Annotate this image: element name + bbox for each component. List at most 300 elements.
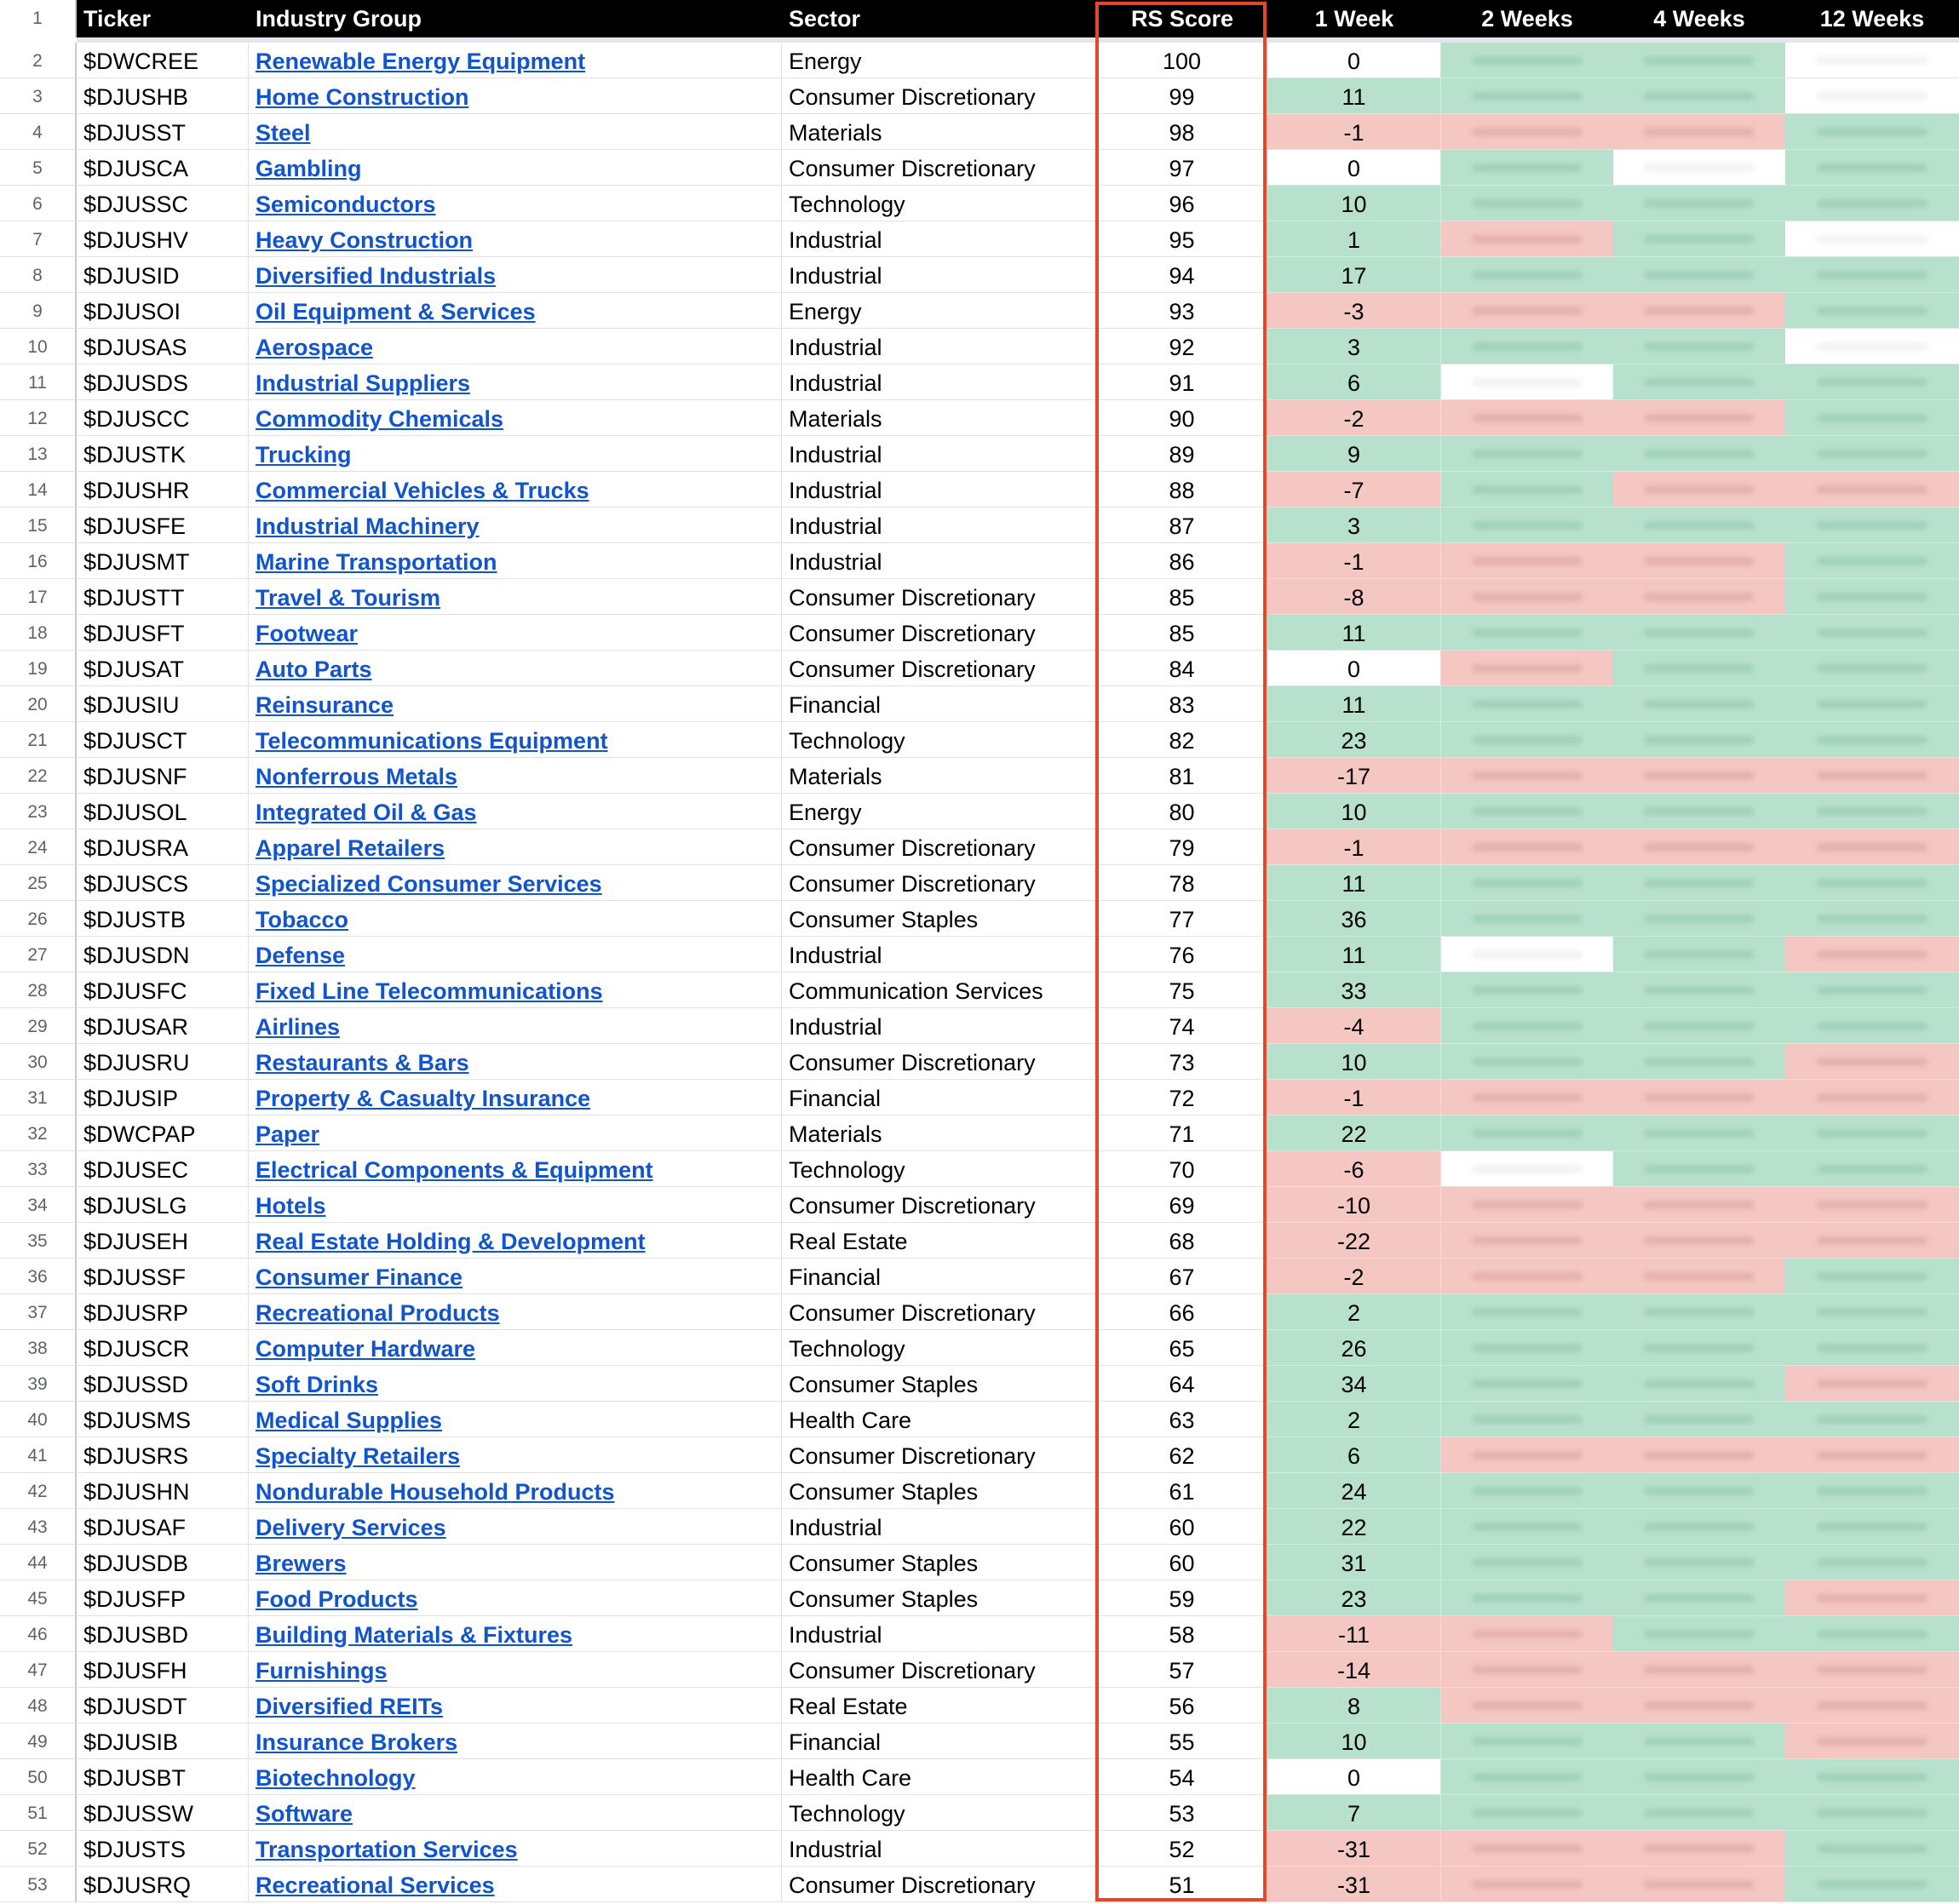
cell-ticker[interactable]: $DJUSDN xyxy=(77,937,249,972)
cell-12-weeks[interactable] xyxy=(1785,150,1959,186)
cell-12-weeks[interactable] xyxy=(1785,364,1959,400)
cell-ticker[interactable]: $DJUSSC xyxy=(77,186,249,221)
industry-group-link[interactable]: Commercial Vehicles & Trucks xyxy=(256,478,589,503)
cell-rs-score[interactable]: 96 xyxy=(1097,186,1267,221)
cell-ticker[interactable]: $DJUSHB xyxy=(77,78,249,114)
cell-1-week[interactable]: 10 xyxy=(1267,1723,1441,1759)
cell-sector[interactable]: Industrial xyxy=(782,436,1097,472)
cell-12-weeks[interactable] xyxy=(1785,794,1959,829)
row-number[interactable]: 29 xyxy=(0,1008,77,1044)
industry-group-link[interactable]: Diversified Industrials xyxy=(256,263,497,289)
cell-rs-score[interactable]: 78 xyxy=(1097,865,1267,901)
cell-sector[interactable]: Consumer Staples xyxy=(782,1473,1097,1509)
row-number[interactable]: 52 xyxy=(0,1831,77,1867)
cell-ticker[interactable]: $DJUSAR xyxy=(77,1008,249,1044)
cell-ticker[interactable]: $DJUSRU xyxy=(77,1044,249,1080)
cell-12-weeks[interactable] xyxy=(1785,1616,1959,1652)
cell-sector[interactable]: Energy xyxy=(782,43,1097,78)
industry-group-link[interactable]: Delivery Services xyxy=(256,1515,446,1540)
cell-2-weeks[interactable] xyxy=(1441,794,1613,829)
industry-group-link[interactable]: Reinsurance xyxy=(256,692,394,718)
header-sector[interactable]: Sector xyxy=(782,0,1097,37)
cell-4-weeks[interactable] xyxy=(1613,1080,1785,1115)
cell-1-week[interactable]: 6 xyxy=(1267,364,1441,400)
cell-sector[interactable]: Consumer Discretionary xyxy=(782,1437,1097,1473)
cell-2-weeks[interactable] xyxy=(1441,1509,1613,1545)
row-number[interactable]: 47 xyxy=(0,1652,77,1688)
row-number[interactable]: 9 xyxy=(0,293,77,329)
cell-1-week[interactable]: -11 xyxy=(1267,1616,1441,1652)
cell-rs-score[interactable]: 66 xyxy=(1097,1294,1267,1330)
cell-2-weeks[interactable] xyxy=(1441,1259,1613,1294)
cell-rs-score[interactable]: 74 xyxy=(1097,1008,1267,1044)
cell-4-weeks[interactable] xyxy=(1613,1330,1785,1366)
cell-1-week[interactable]: 2 xyxy=(1267,1402,1441,1437)
cell-1-week[interactable]: -2 xyxy=(1267,1259,1441,1294)
cell-rs-score[interactable]: 64 xyxy=(1097,1366,1267,1402)
header-ticker[interactable]: Ticker xyxy=(77,0,249,37)
industry-group-link[interactable]: Industrial Machinery xyxy=(256,513,480,539)
cell-1-week[interactable]: 9 xyxy=(1267,436,1441,472)
cell-12-weeks[interactable] xyxy=(1785,436,1959,472)
cell-4-weeks[interactable] xyxy=(1613,78,1785,114)
cell-12-weeks[interactable] xyxy=(1785,1151,1959,1187)
cell-12-weeks[interactable] xyxy=(1785,1259,1959,1294)
cell-1-week[interactable]: 11 xyxy=(1267,615,1441,651)
row-number[interactable]: 24 xyxy=(0,829,77,865)
cell-12-weeks[interactable] xyxy=(1785,1115,1959,1151)
cell-2-weeks[interactable] xyxy=(1441,829,1613,865)
cell-sector[interactable]: Materials xyxy=(782,400,1097,436)
cell-rs-score[interactable]: 52 xyxy=(1097,1831,1267,1867)
row-number[interactable]: 37 xyxy=(0,1294,77,1330)
cell-4-weeks[interactable] xyxy=(1613,1867,1785,1902)
cell-ticker[interactable]: $DJUSBD xyxy=(77,1616,249,1652)
cell-2-weeks[interactable] xyxy=(1441,364,1613,400)
industry-group-link[interactable]: Industrial Suppliers xyxy=(256,370,471,396)
cell-rs-score[interactable]: 59 xyxy=(1097,1580,1267,1616)
cell-ticker[interactable]: $DJUSRA xyxy=(77,829,249,865)
cell-rs-score[interactable]: 51 xyxy=(1097,1867,1267,1902)
cell-12-weeks[interactable] xyxy=(1785,1795,1959,1831)
cell-12-weeks[interactable] xyxy=(1785,758,1959,794)
cell-ticker[interactable]: $DJUSTT xyxy=(77,579,249,615)
cell-1-week[interactable]: -1 xyxy=(1267,1080,1441,1115)
cell-4-weeks[interactable] xyxy=(1613,1402,1785,1437)
cell-sector[interactable]: Energy xyxy=(782,794,1097,829)
industry-group-link[interactable]: Fixed Line Telecommunications xyxy=(256,978,603,1004)
cell-4-weeks[interactable] xyxy=(1613,364,1785,400)
cell-1-week[interactable]: 10 xyxy=(1267,794,1441,829)
cell-rs-score[interactable]: 61 xyxy=(1097,1473,1267,1509)
cell-1-week[interactable]: -10 xyxy=(1267,1187,1441,1223)
cell-1-week[interactable]: 8 xyxy=(1267,1688,1441,1723)
cell-12-weeks[interactable] xyxy=(1785,1831,1959,1867)
cell-rs-score[interactable]: 84 xyxy=(1097,651,1267,686)
header-industry-group[interactable]: Industry Group xyxy=(249,0,782,37)
cell-ticker[interactable]: $DJUSOL xyxy=(77,794,249,829)
cell-sector[interactable]: Industrial xyxy=(782,364,1097,400)
cell-12-weeks[interactable] xyxy=(1785,1187,1959,1223)
industry-group-link[interactable]: Nondurable Household Products xyxy=(256,1479,615,1505)
industry-group-link[interactable]: Brewers xyxy=(256,1551,347,1576)
cell-1-week[interactable]: 17 xyxy=(1267,257,1441,293)
cell-ticker[interactable]: $DJUSID xyxy=(77,257,249,293)
cell-rs-score[interactable]: 82 xyxy=(1097,722,1267,758)
cell-4-weeks[interactable] xyxy=(1613,865,1785,901)
cell-rs-score[interactable]: 98 xyxy=(1097,114,1267,150)
cell-1-week[interactable]: 3 xyxy=(1267,508,1441,543)
cell-sector[interactable]: Consumer Discretionary xyxy=(782,1187,1097,1223)
row-number[interactable]: 12 xyxy=(0,400,77,436)
industry-group-link[interactable]: Soft Drinks xyxy=(256,1372,379,1397)
cell-rs-score[interactable]: 90 xyxy=(1097,400,1267,436)
cell-2-weeks[interactable] xyxy=(1441,221,1613,257)
cell-ticker[interactable]: $DJUSRQ xyxy=(77,1867,249,1902)
header-2-weeks[interactable]: 2 Weeks xyxy=(1441,0,1613,37)
cell-ticker[interactable]: $DJUSSW xyxy=(77,1795,249,1831)
cell-ticker[interactable]: $DJUSNF xyxy=(77,758,249,794)
industry-group-link[interactable]: Computer Hardware xyxy=(256,1336,476,1362)
cell-sector[interactable]: Industrial xyxy=(782,1509,1097,1545)
industry-group-link[interactable]: Trucking xyxy=(256,442,352,467)
cell-rs-score[interactable]: 87 xyxy=(1097,508,1267,543)
cell-4-weeks[interactable] xyxy=(1613,1223,1785,1259)
cell-4-weeks[interactable] xyxy=(1613,1008,1785,1044)
cell-1-week[interactable]: -2 xyxy=(1267,400,1441,436)
cell-rs-score[interactable]: 81 xyxy=(1097,758,1267,794)
cell-4-weeks[interactable] xyxy=(1613,1509,1785,1545)
cell-sector[interactable]: Real Estate xyxy=(782,1223,1097,1259)
cell-1-week[interactable]: -22 xyxy=(1267,1223,1441,1259)
cell-sector[interactable]: Consumer Discretionary xyxy=(782,1294,1097,1330)
cell-2-weeks[interactable] xyxy=(1441,293,1613,329)
cell-2-weeks[interactable] xyxy=(1441,1223,1613,1259)
cell-12-weeks[interactable] xyxy=(1785,1402,1959,1437)
cell-2-weeks[interactable] xyxy=(1441,329,1613,364)
cell-rs-score[interactable]: 54 xyxy=(1097,1759,1267,1795)
industry-group-link[interactable]: Semiconductors xyxy=(256,192,436,217)
cell-2-weeks[interactable] xyxy=(1441,1330,1613,1366)
cell-rs-score[interactable]: 79 xyxy=(1097,829,1267,865)
row-number[interactable]: 38 xyxy=(0,1330,77,1366)
cell-2-weeks[interactable] xyxy=(1441,1723,1613,1759)
row-number[interactable]: 51 xyxy=(0,1795,77,1831)
cell-4-weeks[interactable] xyxy=(1613,758,1785,794)
cell-12-weeks[interactable] xyxy=(1785,1294,1959,1330)
cell-12-weeks[interactable] xyxy=(1785,651,1959,686)
cell-4-weeks[interactable] xyxy=(1613,1366,1785,1402)
row-number[interactable]: 31 xyxy=(0,1080,77,1115)
row-number[interactable]: 40 xyxy=(0,1402,77,1437)
cell-2-weeks[interactable] xyxy=(1441,1437,1613,1473)
industry-group-link[interactable]: Nonferrous Metals xyxy=(256,764,458,789)
cell-2-weeks[interactable] xyxy=(1441,937,1613,972)
cell-12-weeks[interactable] xyxy=(1785,1545,1959,1580)
row-number[interactable]: 19 xyxy=(0,651,77,686)
cell-sector[interactable]: Technology xyxy=(782,1795,1097,1831)
cell-ticker[interactable]: $DJUSCT xyxy=(77,722,249,758)
cell-ticker[interactable]: $DJUSSD xyxy=(77,1366,249,1402)
row-number[interactable]: 7 xyxy=(0,221,77,257)
cell-rs-score[interactable]: 76 xyxy=(1097,937,1267,972)
cell-12-weeks[interactable] xyxy=(1785,1366,1959,1402)
cell-12-weeks[interactable] xyxy=(1785,78,1959,114)
row-number[interactable]: 3 xyxy=(0,78,77,114)
cell-4-weeks[interactable] xyxy=(1613,508,1785,543)
industry-group-link[interactable]: Consumer Finance xyxy=(256,1265,463,1290)
cell-rs-score[interactable]: 62 xyxy=(1097,1437,1267,1473)
cell-sector[interactable]: Financial xyxy=(782,1723,1097,1759)
cell-12-weeks[interactable] xyxy=(1785,257,1959,293)
cell-sector[interactable]: Consumer Discretionary xyxy=(782,829,1097,865)
cell-4-weeks[interactable] xyxy=(1613,293,1785,329)
cell-1-week[interactable]: 11 xyxy=(1267,865,1441,901)
industry-group-link[interactable]: Insurance Brokers xyxy=(256,1729,458,1755)
cell-2-weeks[interactable] xyxy=(1441,972,1613,1008)
cell-4-weeks[interactable] xyxy=(1613,901,1785,937)
cell-4-weeks[interactable] xyxy=(1613,1294,1785,1330)
row-number[interactable]: 15 xyxy=(0,508,77,543)
cell-1-week[interactable]: 3 xyxy=(1267,329,1441,364)
cell-2-weeks[interactable] xyxy=(1441,865,1613,901)
industry-group-link[interactable]: Specialty Retailers xyxy=(256,1443,461,1469)
cell-ticker[interactable]: $DJUSFE xyxy=(77,508,249,543)
cell-rs-score[interactable]: 85 xyxy=(1097,615,1267,651)
cell-12-weeks[interactable] xyxy=(1785,1580,1959,1616)
cell-4-weeks[interactable] xyxy=(1613,1437,1785,1473)
cell-4-weeks[interactable] xyxy=(1613,400,1785,436)
cell-4-weeks[interactable] xyxy=(1613,1652,1785,1688)
cell-sector[interactable]: Industrial xyxy=(782,1616,1097,1652)
cell-4-weeks[interactable] xyxy=(1613,1723,1785,1759)
row-number[interactable]: 8 xyxy=(0,257,77,293)
cell-4-weeks[interactable] xyxy=(1613,1688,1785,1723)
industry-group-link[interactable]: Commodity Chemicals xyxy=(256,406,504,432)
cell-12-weeks[interactable] xyxy=(1785,293,1959,329)
cell-2-weeks[interactable] xyxy=(1441,400,1613,436)
cell-rs-score[interactable]: 100 xyxy=(1097,43,1267,78)
cell-ticker[interactable]: $DJUSHN xyxy=(77,1473,249,1509)
cell-ticker[interactable]: $DJUSTS xyxy=(77,1831,249,1867)
row-number[interactable]: 48 xyxy=(0,1688,77,1723)
cell-2-weeks[interactable] xyxy=(1441,1580,1613,1616)
row-number[interactable]: 22 xyxy=(0,758,77,794)
cell-ticker[interactable]: $DJUSDB xyxy=(77,1545,249,1580)
industry-group-link[interactable]: Hotels xyxy=(256,1193,326,1219)
row-number[interactable]: 35 xyxy=(0,1223,77,1259)
cell-4-weeks[interactable] xyxy=(1613,1259,1785,1294)
industry-group-link[interactable]: Restaurants & Bars xyxy=(256,1050,469,1075)
header-4-weeks[interactable]: 4 Weeks xyxy=(1613,0,1785,37)
row-number[interactable]: 13 xyxy=(0,436,77,472)
cell-4-weeks[interactable] xyxy=(1613,1545,1785,1580)
cell-sector[interactable]: Consumer Discretionary xyxy=(782,651,1097,686)
cell-ticker[interactable]: $DJUSIP xyxy=(77,1080,249,1115)
row-number[interactable]: 44 xyxy=(0,1545,77,1580)
cell-ticker[interactable]: $DJUSTB xyxy=(77,901,249,937)
industry-group-link[interactable]: Food Products xyxy=(256,1586,418,1612)
cell-rs-score[interactable]: 56 xyxy=(1097,1688,1267,1723)
row-number[interactable]: 21 xyxy=(0,722,77,758)
cell-2-weeks[interactable] xyxy=(1441,901,1613,937)
cell-2-weeks[interactable] xyxy=(1441,436,1613,472)
cell-sector[interactable]: Consumer Discretionary xyxy=(782,1652,1097,1688)
cell-2-weeks[interactable] xyxy=(1441,1867,1613,1902)
cell-12-weeks[interactable] xyxy=(1785,972,1959,1008)
industry-group-link[interactable]: Steel xyxy=(256,120,311,146)
cell-2-weeks[interactable] xyxy=(1441,1187,1613,1223)
cell-rs-score[interactable]: 77 xyxy=(1097,901,1267,937)
cell-12-weeks[interactable] xyxy=(1785,472,1959,508)
cell-4-weeks[interactable] xyxy=(1613,329,1785,364)
cell-rs-score[interactable]: 68 xyxy=(1097,1223,1267,1259)
cell-12-weeks[interactable] xyxy=(1785,1437,1959,1473)
row-number[interactable]: 42 xyxy=(0,1473,77,1509)
industry-group-link[interactable]: Marine Transportation xyxy=(256,549,497,575)
cell-12-weeks[interactable] xyxy=(1785,579,1959,615)
cell-12-weeks[interactable] xyxy=(1785,686,1959,722)
cell-ticker[interactable]: $DJUSSF xyxy=(77,1259,249,1294)
cell-1-week[interactable]: -3 xyxy=(1267,293,1441,329)
cell-12-weeks[interactable] xyxy=(1785,186,1959,221)
row-number[interactable]: 17 xyxy=(0,579,77,615)
cell-ticker[interactable]: $DJUSDT xyxy=(77,1688,249,1723)
cell-12-weeks[interactable] xyxy=(1785,722,1959,758)
cell-12-weeks[interactable] xyxy=(1785,508,1959,543)
cell-rs-score[interactable]: 73 xyxy=(1097,1044,1267,1080)
cell-2-weeks[interactable] xyxy=(1441,758,1613,794)
cell-sector[interactable]: Consumer Discretionary xyxy=(782,78,1097,114)
industry-group-link[interactable]: Tobacco xyxy=(256,907,349,932)
cell-rs-score[interactable]: 97 xyxy=(1097,150,1267,186)
cell-12-weeks[interactable] xyxy=(1785,1044,1959,1080)
cell-sector[interactable]: Energy xyxy=(782,293,1097,329)
cell-2-weeks[interactable] xyxy=(1441,579,1613,615)
cell-4-weeks[interactable] xyxy=(1613,686,1785,722)
cell-rs-score[interactable]: 57 xyxy=(1097,1652,1267,1688)
cell-2-weeks[interactable] xyxy=(1441,78,1613,114)
cell-ticker[interactable]: $DJUSCA xyxy=(77,150,249,186)
cell-2-weeks[interactable] xyxy=(1441,43,1613,78)
cell-1-week[interactable]: 24 xyxy=(1267,1473,1441,1509)
cell-sector[interactable]: Real Estate xyxy=(782,1688,1097,1723)
cell-4-weeks[interactable] xyxy=(1613,1473,1785,1509)
cell-4-weeks[interactable] xyxy=(1613,114,1785,150)
cell-4-weeks[interactable] xyxy=(1613,436,1785,472)
industry-group-link[interactable]: Real Estate Holding & Development xyxy=(256,1229,646,1254)
cell-1-week[interactable]: 33 xyxy=(1267,972,1441,1008)
cell-sector[interactable]: Industrial xyxy=(782,221,1097,257)
row-number[interactable]: 39 xyxy=(0,1366,77,1402)
cell-sector[interactable]: Materials xyxy=(782,1115,1097,1151)
cell-rs-score[interactable]: 60 xyxy=(1097,1509,1267,1545)
cell-4-weeks[interactable] xyxy=(1613,794,1785,829)
cell-sector[interactable]: Health Care xyxy=(782,1402,1097,1437)
cell-ticker[interactable]: $DJUSOI xyxy=(77,293,249,329)
cell-ticker[interactable]: $DJUSST xyxy=(77,114,249,150)
cell-2-weeks[interactable] xyxy=(1441,186,1613,221)
cell-4-weeks[interactable] xyxy=(1613,1759,1785,1795)
cell-2-weeks[interactable] xyxy=(1441,1366,1613,1402)
cell-rs-score[interactable]: 69 xyxy=(1097,1187,1267,1223)
cell-4-weeks[interactable] xyxy=(1613,1115,1785,1151)
cell-2-weeks[interactable] xyxy=(1441,1115,1613,1151)
cell-ticker[interactable]: $DJUSFH xyxy=(77,1652,249,1688)
cell-ticker[interactable]: $DJUSFP xyxy=(77,1580,249,1616)
cell-ticker[interactable]: $DJUSEH xyxy=(77,1223,249,1259)
cell-4-weeks[interactable] xyxy=(1613,221,1785,257)
cell-1-week[interactable]: 0 xyxy=(1267,1759,1441,1795)
cell-2-weeks[interactable] xyxy=(1441,1473,1613,1509)
cell-sector[interactable]: Technology xyxy=(782,722,1097,758)
cell-sector[interactable]: Consumer Discretionary xyxy=(782,579,1097,615)
cell-1-week[interactable]: 11 xyxy=(1267,937,1441,972)
cell-1-week[interactable]: 31 xyxy=(1267,1545,1441,1580)
cell-4-weeks[interactable] xyxy=(1613,722,1785,758)
industry-group-link[interactable]: Recreational Products xyxy=(256,1300,500,1326)
row-number[interactable]: 30 xyxy=(0,1044,77,1080)
row-number[interactable]: 32 xyxy=(0,1115,77,1151)
cell-2-weeks[interactable] xyxy=(1441,508,1613,543)
cell-rs-score[interactable]: 94 xyxy=(1097,257,1267,293)
cell-sector[interactable]: Materials xyxy=(782,758,1097,794)
cell-2-weeks[interactable] xyxy=(1441,114,1613,150)
cell-1-week[interactable]: 0 xyxy=(1267,651,1441,686)
cell-sector[interactable]: Technology xyxy=(782,186,1097,221)
cell-1-week[interactable]: 0 xyxy=(1267,43,1441,78)
cell-ticker[interactable]: $DJUSHR xyxy=(77,472,249,508)
cell-sector[interactable]: Materials xyxy=(782,114,1097,150)
row-number[interactable]: 43 xyxy=(0,1509,77,1545)
cell-1-week[interactable]: -17 xyxy=(1267,758,1441,794)
cell-sector[interactable]: Consumer Discretionary xyxy=(782,150,1097,186)
cell-1-week[interactable]: -1 xyxy=(1267,829,1441,865)
cell-1-week[interactable]: 22 xyxy=(1267,1509,1441,1545)
cell-12-weeks[interactable] xyxy=(1785,400,1959,436)
cell-rs-score[interactable]: 53 xyxy=(1097,1795,1267,1831)
cell-ticker[interactable]: $DWCREE xyxy=(77,43,249,78)
cell-rs-score[interactable]: 89 xyxy=(1097,436,1267,472)
cell-rs-score[interactable]: 58 xyxy=(1097,1616,1267,1652)
cell-12-weeks[interactable] xyxy=(1785,1509,1959,1545)
cell-2-weeks[interactable] xyxy=(1441,722,1613,758)
industry-group-link[interactable]: Renewable Energy Equipment xyxy=(256,49,586,74)
cell-1-week[interactable]: -14 xyxy=(1267,1652,1441,1688)
cell-2-weeks[interactable] xyxy=(1441,1652,1613,1688)
cell-ticker[interactable]: $DJUSAF xyxy=(77,1509,249,1545)
cell-4-weeks[interactable] xyxy=(1613,651,1785,686)
industry-group-link[interactable]: Footwear xyxy=(256,621,359,646)
cell-ticker[interactable]: $DJUSIU xyxy=(77,686,249,722)
cell-4-weeks[interactable] xyxy=(1613,937,1785,972)
cell-ticker[interactable]: $DJUSIB xyxy=(77,1723,249,1759)
cell-1-week[interactable]: 10 xyxy=(1267,186,1441,221)
cell-12-weeks[interactable] xyxy=(1785,1759,1959,1795)
cell-sector[interactable]: Financial xyxy=(782,686,1097,722)
cell-1-week[interactable]: -31 xyxy=(1267,1867,1441,1902)
cell-1-week[interactable]: -8 xyxy=(1267,579,1441,615)
row-number[interactable]: 53 xyxy=(0,1867,77,1902)
cell-1-week[interactable]: 22 xyxy=(1267,1115,1441,1151)
industry-group-link[interactable]: Oil Equipment & Services xyxy=(256,299,536,324)
cell-4-weeks[interactable] xyxy=(1613,43,1785,78)
header-12-weeks[interactable]: 12 Weeks xyxy=(1785,0,1959,37)
cell-sector[interactable]: Consumer Discretionary xyxy=(782,1867,1097,1902)
cell-ticker[interactable]: $DJUSEC xyxy=(77,1151,249,1187)
cell-12-weeks[interactable] xyxy=(1785,1008,1959,1044)
cell-2-weeks[interactable] xyxy=(1441,1044,1613,1080)
